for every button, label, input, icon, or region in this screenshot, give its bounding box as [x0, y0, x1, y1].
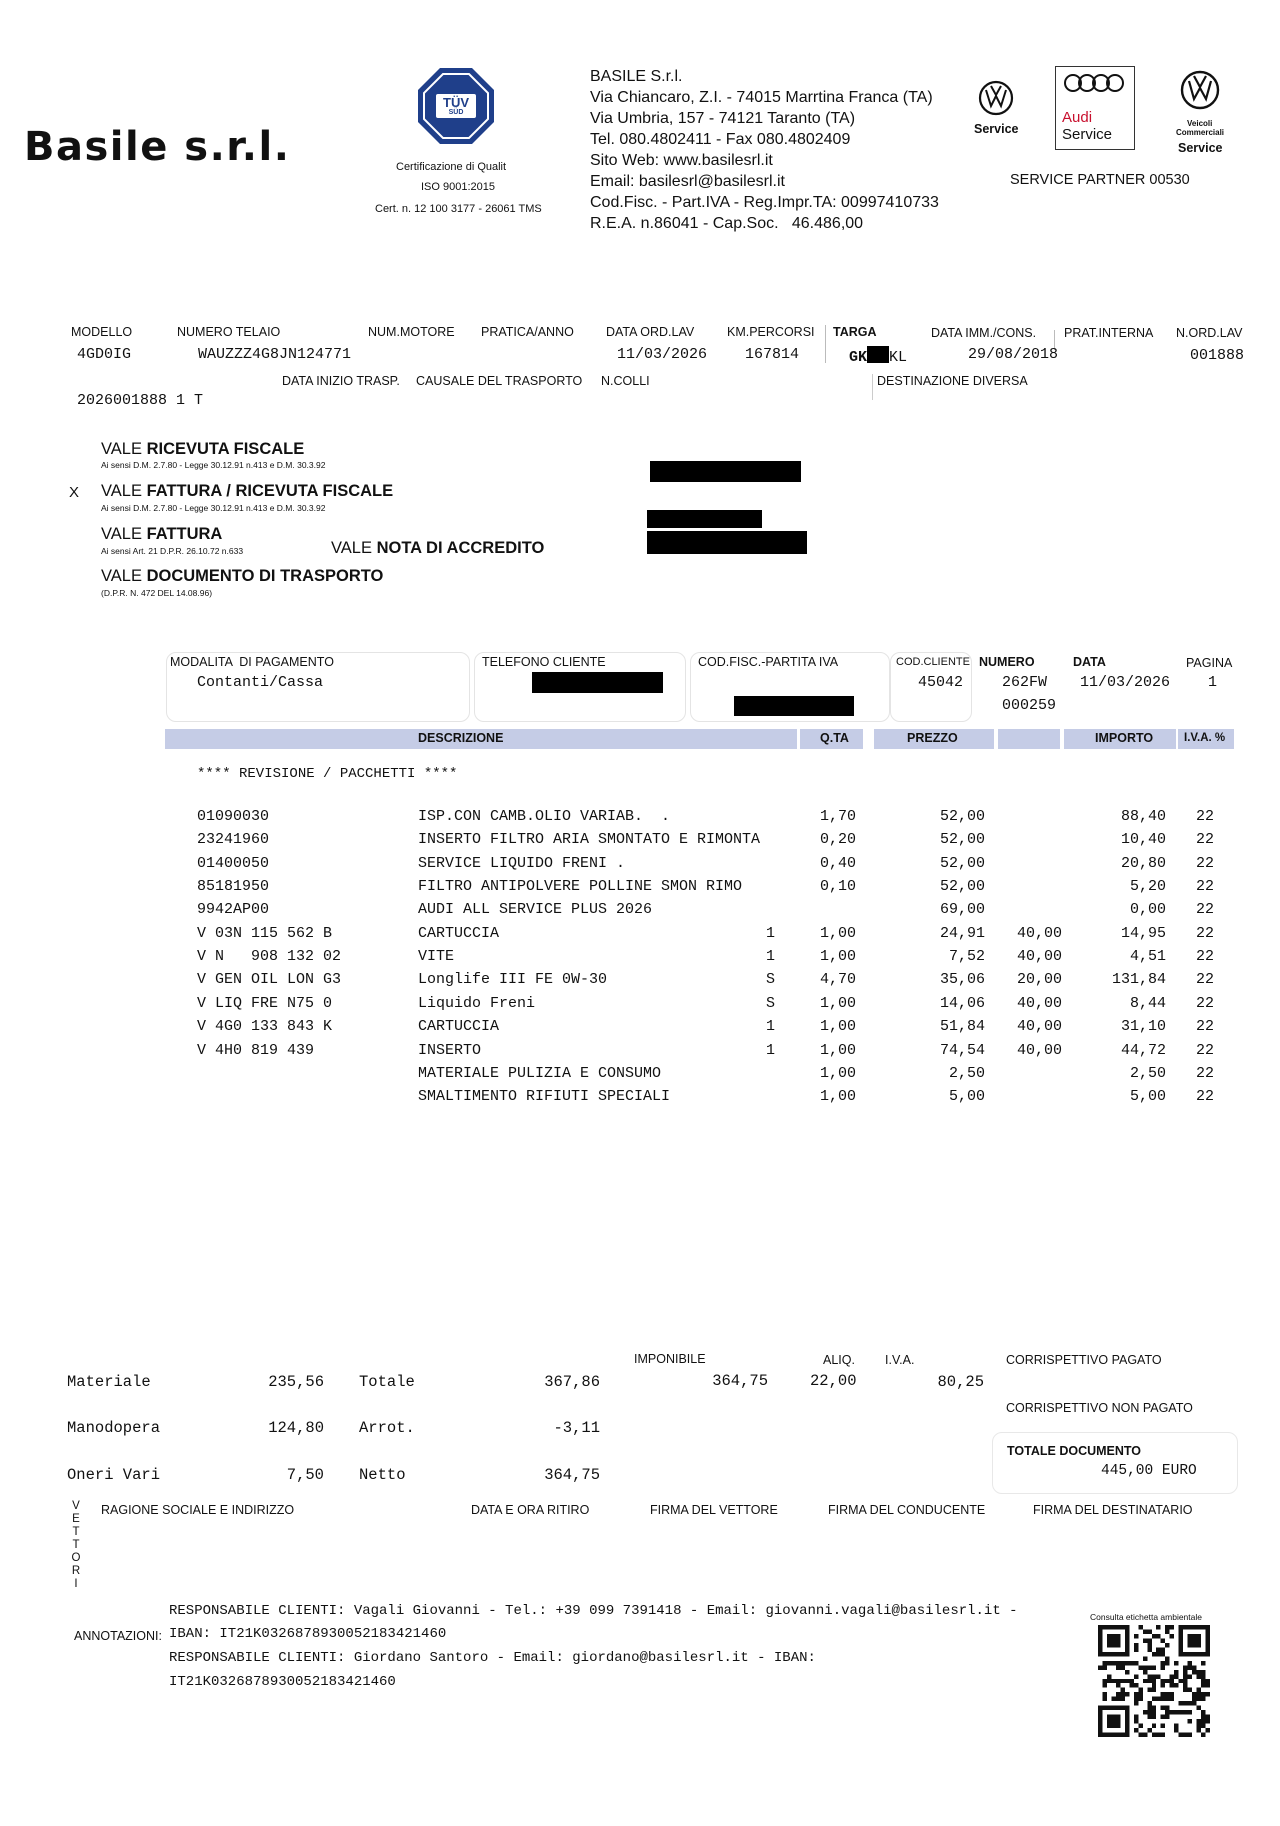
oneri-label: Oneri Vari — [67, 1466, 161, 1484]
row-description: CARTUCCIA — [418, 924, 500, 942]
note-line2: IBAN: IT21K0326878930052183421460 — [169, 1626, 447, 1642]
row-importo: 14,95 — [1120, 924, 1166, 942]
value-pagamento: Contanti/Cassa — [197, 674, 324, 691]
data-ritiro-label: DATA E ORA RITIRO — [471, 1503, 590, 1517]
row-iva: 22 — [1196, 901, 1215, 919]
cert-line3: Cert. n. 12 100 3177 - 26061 TMS — [375, 203, 542, 215]
row-flag: S — [766, 971, 776, 989]
label-codfisc: COD.FISC.-PARTITA IVA — [698, 655, 839, 669]
row-flag: S — [766, 994, 776, 1012]
arrot-value: -3,11 — [553, 1419, 600, 1437]
row-importo: 88,40 — [1120, 808, 1166, 825]
label-data: DATA — [1073, 655, 1106, 669]
vettori-letter: R — [71, 1565, 81, 1577]
row-importo: 44,72 — [1120, 1041, 1166, 1059]
row-description: Liquido Freni — [418, 994, 536, 1012]
label-numero: NUMERO — [979, 655, 1035, 669]
row-sconto: 20,00 — [1016, 971, 1062, 989]
row-iva: 22 — [1196, 994, 1215, 1012]
row-iva: 22 — [1196, 808, 1215, 825]
row-code: V 03N 115 562 B — [197, 924, 333, 942]
vettori-vertical-label — [70, 1500, 82, 1591]
row-code: 9942AP00 — [197, 901, 270, 919]
row-iva: 22 — [1196, 854, 1215, 872]
row-qta: 1,00 — [819, 1018, 856, 1036]
targa-redaction — [867, 346, 889, 363]
vwc-service-label: Service — [1178, 141, 1223, 155]
row-prezzo: 7,52 — [948, 948, 985, 966]
table-row — [0, 855, 1280, 878]
label-n-ord: N.ORD.LAV — [1176, 326, 1243, 340]
vwc-logo-icon — [1180, 70, 1220, 115]
vale-nota — [331, 539, 544, 558]
manodopera-value: 124,80 — [268, 1419, 324, 1437]
imponibile-label: IMPONIBILE — [634, 1352, 706, 1366]
table-row — [0, 831, 1280, 854]
row-flag: 1 — [766, 1041, 776, 1059]
label-data-ord: DATA ORD.LAV — [606, 325, 695, 339]
row-qta: 1,00 — [819, 924, 856, 942]
table-row — [0, 925, 1280, 948]
row-prezzo: 52,00 — [939, 878, 985, 896]
table-row — [0, 808, 1280, 831]
row-importo: 5,00 — [1129, 1088, 1166, 1106]
row-prezzo: 5,00 — [948, 1088, 985, 1106]
company-address2: Via Umbria, 157 - 74121 Taranto (TA) — [590, 110, 856, 127]
row-importo: 10,40 — [1120, 831, 1166, 849]
label-motore: NUM.MOTORE — [368, 325, 455, 339]
row-iva: 22 — [1196, 924, 1215, 942]
materiale-label: Materiale — [67, 1373, 151, 1391]
row-flag: 1 — [766, 948, 776, 966]
iva-label: I.V.A. — [885, 1353, 915, 1367]
label-telefono: TELEFONO CLIENTE — [482, 655, 606, 669]
row-qta: 0,10 — [819, 878, 856, 896]
section-title: **** REVISIONE / PACCHETTI **** — [197, 766, 458, 782]
tuv-text: TÜV — [443, 95, 469, 110]
row-sconto: 40,00 — [1016, 1018, 1062, 1036]
row-importo: 20,80 — [1120, 854, 1166, 872]
row-code: V 4H0 819 439 — [197, 1041, 315, 1059]
vettori-letter: E — [72, 1513, 80, 1525]
vale-fattura-title: FATTURA — [146, 525, 223, 543]
label-targa: TARGA — [833, 325, 877, 339]
row-code: V N 908 132 02 — [197, 948, 342, 966]
row-iva: 22 — [1196, 971, 1215, 989]
row-sconto: 40,00 — [1016, 924, 1062, 942]
row-prezzo: 24,91 — [939, 924, 985, 942]
row-prezzo: 51,84 — [939, 1018, 985, 1036]
aliq-label: ALIQ. — [823, 1353, 855, 1367]
totale-documento-amount: 445,00 — [1101, 1463, 1154, 1479]
table-row — [0, 1088, 1280, 1111]
value-modello: 4GD0IG — [77, 346, 132, 363]
vale-ddt-sub: (D.P.R. N. 472 DEL 14.08.96) — [101, 588, 213, 598]
row-description: CARTUCCIA — [418, 1018, 500, 1036]
company-email: Email: basilesrl@basilesrl.it — [590, 173, 785, 190]
manodopera-label: Manodopera — [67, 1419, 161, 1437]
vale-ddt — [101, 567, 383, 586]
company-fiscal: Cod.Fisc. - Part.IVA - Reg.Impr.TA: 00997410733 — [590, 194, 939, 211]
company-rea: R.E.A. n.86041 - Cap.Soc. 46.486,00 — [590, 215, 864, 232]
label-telaio: NUMERO TELAIO — [177, 325, 281, 339]
vettori-letter: V — [72, 1500, 80, 1512]
row-iva: 22 — [1196, 1041, 1215, 1059]
targa-end: KL — [889, 349, 908, 366]
label-colli: N.COLLI — [601, 374, 650, 388]
row-description: SMALTIMENTO RIFIUTI SPECIALI — [418, 1088, 671, 1106]
table-row — [0, 1065, 1280, 1088]
header-importo: IMPORTO — [1095, 731, 1154, 745]
row-importo: 2,50 — [1129, 1064, 1166, 1082]
value-km: 167814 — [745, 346, 800, 363]
value-data-ord: 11/03/2026 — [617, 346, 708, 363]
value-n-ord: 001888 — [1190, 347, 1245, 364]
company-phone: Tel. 080.4802411 - Fax 080.4802409 — [590, 131, 851, 148]
row-iva: 22 — [1196, 831, 1215, 849]
row-qta: 4,70 — [819, 971, 856, 989]
row-code: 23241960 — [197, 831, 270, 849]
vale-fattura-ricevuta — [101, 482, 393, 501]
row-prezzo: 52,00 — [939, 831, 985, 849]
row-sconto: 40,00 — [1016, 1041, 1062, 1059]
label-destinazione: DESTINAZIONE DIVERSA — [877, 374, 1028, 388]
vale-fattura-sub: Ai sensi Art. 21 D.P.R. 26.10.72 n.633 — [101, 546, 244, 556]
aliq-value: 22,00 — [810, 1372, 857, 1390]
vale-fattura-ricevuta-title: FATTURA / RICEVUTA FISCALE — [146, 482, 394, 500]
value-cod-cliente: 45042 — [918, 674, 964, 691]
table-row — [0, 971, 1280, 994]
header-iva: I.V.A. % — [1184, 732, 1226, 744]
row-iva: 22 — [1196, 948, 1215, 966]
vale-ricevuta-sub: Ai sensi D.M. 2.7.80 - Legge 30.12.91 n.413 e D.M. 30.3.92 — [101, 460, 326, 470]
redaction-1 — [650, 461, 801, 482]
row-qta: 1,00 — [819, 1088, 856, 1106]
row-prezzo: 74,54 — [939, 1041, 985, 1059]
corrispettivo-non-pagato-label: CORRISPETTIVO NON PAGATO — [1006, 1401, 1193, 1415]
label-modello: MODELLO — [71, 325, 133, 339]
table-row — [0, 995, 1280, 1018]
row-importo: 0,00 — [1129, 901, 1166, 919]
table-row — [0, 1042, 1280, 1065]
row-description: SERVICE LIQUIDO FRENI . — [418, 854, 626, 872]
row-importo: 4,51 — [1129, 948, 1166, 966]
row-description: Longlife III FE 0W-30 — [418, 971, 608, 989]
vale-fattura — [101, 525, 222, 544]
value-data: 11/03/2026 — [1080, 674, 1171, 691]
vale-prefix: VALE — [101, 525, 147, 543]
redaction-2 — [647, 510, 762, 528]
vettori-letter: T — [72, 1526, 80, 1538]
totale-documento-value — [1101, 1463, 1197, 1479]
row-importo: 31,10 — [1120, 1018, 1166, 1036]
label-pagamento: MODALITA DI PAGAMENTO — [170, 655, 334, 669]
vale-prefix: VALE — [101, 567, 147, 585]
table-row — [0, 948, 1280, 971]
targa-start: GK — [849, 349, 868, 366]
row-prezzo: 2,50 — [948, 1064, 985, 1082]
row-code: 01400050 — [197, 854, 270, 872]
vettori-letter: T — [72, 1539, 80, 1551]
row-description: VITE — [418, 948, 455, 966]
totale-value: 367,86 — [544, 1373, 600, 1391]
oneri-value: 7,50 — [286, 1466, 324, 1484]
firma-conducente-label: FIRMA DEL CONDUCENTE — [828, 1503, 986, 1517]
vwc-line2: Commerciali — [1176, 128, 1225, 137]
row-qta: 0,40 — [819, 854, 856, 872]
row-flag: 1 — [766, 1018, 776, 1036]
company-address1: Via Chiancaro, Z.I. - 74015 Marrtina Franca (TA) — [590, 89, 933, 106]
table-row — [0, 1018, 1280, 1041]
row-description: INSERTO — [418, 1041, 482, 1059]
row-qta: 1,00 — [819, 948, 856, 966]
row-prezzo: 14,06 — [939, 994, 985, 1012]
redaction-codfisc — [734, 696, 854, 716]
table-row — [0, 901, 1280, 924]
netto-value: 364,75 — [544, 1466, 600, 1484]
tuv-logo-icon — [416, 66, 496, 146]
table-row — [0, 878, 1280, 901]
note-line4: IT21K0326878930052183421460 — [169, 1674, 396, 1690]
vale-nota-title: NOTA DI ACCREDITO — [376, 539, 545, 557]
vw-logo-icon — [978, 80, 1014, 121]
redaction-3 — [647, 531, 807, 554]
totale-documento-label: TOTALE DOCUMENTO — [1007, 1444, 1142, 1458]
vale-ricevuta — [101, 440, 304, 459]
annotazioni-label: ANNOTAZIONI: — [74, 1629, 162, 1643]
row-code: 01090030 — [197, 808, 270, 825]
sud-text: SÜD — [448, 109, 464, 116]
row-code: V LIQ FRE N75 0 — [197, 994, 333, 1012]
audi-name: Audi — [1062, 109, 1093, 126]
audi-rings-icon — [1061, 73, 1129, 98]
row-iva: 22 — [1196, 1018, 1215, 1036]
row-sconto: 40,00 — [1016, 994, 1062, 1012]
corrispettivo-pagato-label: CORRISPETTIVO PAGATO — [1006, 1353, 1162, 1367]
audi-service-badge — [1055, 66, 1135, 150]
audi-service-label: Service — [1062, 126, 1113, 143]
label-causale: CAUSALE DEL TRASPORTO — [416, 374, 583, 388]
row-importo: 5,20 — [1129, 878, 1166, 896]
netto-label: Netto — [359, 1466, 406, 1484]
row-code: V GEN OIL LON G3 — [197, 971, 342, 989]
qr-code-icon — [1098, 1625, 1210, 1742]
row-importo: 8,44 — [1129, 994, 1166, 1012]
row-code: V 4G0 133 843 K — [197, 1018, 333, 1036]
row-description: MATERIALE PULIZIA E CONSUMO — [418, 1064, 662, 1082]
vale-prefix: VALE — [101, 482, 147, 500]
value-numero1: 262FW — [1002, 674, 1048, 691]
label-pagina: PAGINA — [1186, 656, 1233, 670]
row-code: 85181950 — [197, 878, 270, 896]
value-data-imm: 29/08/2018 — [968, 346, 1059, 363]
header-prezzo: PREZZO — [907, 731, 958, 745]
totale-documento-currency: EURO — [1161, 1463, 1197, 1479]
row-sconto: 40,00 — [1016, 948, 1062, 966]
vettori-letter: I — [74, 1578, 78, 1590]
row-prezzo: 35,06 — [939, 971, 985, 989]
row-qta: 1,00 — [819, 1064, 856, 1082]
note-line1: RESPONSABILE CLIENTI: Vagali Giovanni - Tel.: +39 099 7391418 - Email: giovanni.vagali@basilesrl.it - — [169, 1603, 1018, 1619]
value-targa — [849, 346, 907, 366]
row-description: FILTRO ANTIPOLVERE POLLINE SMON RIMO — [418, 878, 743, 896]
firma-vettore-label: FIRMA DEL VETTORE — [650, 1503, 778, 1517]
vw-service-label: Service — [974, 122, 1019, 136]
row-description: INSERTO FILTRO ARIA SMONTATO E RIMONTA — [418, 831, 761, 849]
table-header-bar-sconto — [998, 729, 1060, 749]
row-iva: 22 — [1196, 1064, 1215, 1082]
row-qta: 1,70 — [819, 808, 856, 825]
vale-fattura-ricevuta-sub: Ai sensi D.M. 2.7.80 - Legge 30.12.91 n.413 e D.M. 30.3.92 — [101, 503, 326, 513]
row-iva: 22 — [1196, 1088, 1215, 1106]
label-data-imm: DATA IMM./CONS. — [931, 326, 1037, 340]
vale-ddt-title: DOCUMENTO DI TRASPORTO — [146, 567, 384, 585]
label-pratica: PRATICA/ANNO — [481, 325, 574, 339]
row-prezzo: 69,00 — [939, 901, 985, 919]
label-inizio-trasp: DATA INIZIO TRASP. — [282, 374, 400, 388]
company-name: BASILE S.r.l. — [590, 68, 683, 85]
company-web: Sito Web: www.basilesrl.it — [590, 152, 773, 169]
totale-label: Totale — [359, 1373, 415, 1391]
value-telaio: WAUZZZ4G8JN124771 — [198, 346, 352, 363]
header-qta: Q.TA — [820, 731, 849, 745]
vettori-letter: O — [71, 1552, 81, 1564]
cert-line1: Certificazione di Qualit — [396, 161, 507, 173]
cert-line2: ISO 9001:2015 — [421, 181, 496, 193]
row-prezzo: 52,00 — [939, 854, 985, 872]
qr-caption: Consulta etichetta ambientale — [1090, 1612, 1202, 1622]
row-prezzo: 52,00 — [939, 808, 985, 825]
document-ref: 2026001888 1 T — [77, 392, 204, 409]
row-flag: 1 — [766, 924, 776, 942]
row-qta: 1,00 — [819, 994, 856, 1012]
header-descrizione: DESCRIZIONE — [418, 731, 504, 745]
materiale-value: 235,56 — [268, 1373, 324, 1391]
row-iva: 22 — [1196, 878, 1215, 896]
row-qta: 0,20 — [819, 831, 856, 849]
row-description: ISP.CON CAMB.OLIO VARIAB. . — [418, 808, 671, 825]
label-km: KM.PERCORSI — [727, 325, 815, 339]
row-description: AUDI ALL SERVICE PLUS 2026 — [418, 901, 653, 919]
vale-selected-mark: X — [69, 484, 80, 501]
brand-name: Basile s.r.l. — [24, 124, 291, 170]
note-line3: RESPONSABILE CLIENTI: Giordano Santoro - Email: giordano@basilesrl.it - IBAN: — [169, 1650, 816, 1666]
value-pagina: 1 — [1208, 674, 1218, 691]
arrot-label: Arrot. — [359, 1419, 415, 1437]
redaction-telefono — [532, 672, 663, 693]
row-importo: 131,84 — [1111, 971, 1166, 989]
vale-ricevuta-title: RICEVUTA FISCALE — [146, 440, 305, 458]
row-qta: 1,00 — [819, 1041, 856, 1059]
iva-value: 80,25 — [937, 1373, 984, 1391]
vale-prefix: VALE — [101, 440, 147, 458]
service-partner: SERVICE PARTNER 00530 — [1010, 172, 1190, 188]
label-cod-cliente: COD.CLIENTE — [896, 656, 970, 668]
label-prat-interna: PRAT.INTERNA — [1064, 326, 1154, 340]
imponibile-value: 364,75 — [712, 1372, 768, 1390]
vale-prefix: VALE — [331, 539, 377, 557]
vwc-line1: Veicoli — [1187, 119, 1213, 128]
ragione-sociale-label: RAGIONE SOCIALE E INDIRIZZO — [101, 1503, 295, 1517]
value-numero2: 000259 — [1002, 697, 1057, 714]
firma-destinatario-label: FIRMA DEL DESTINATARIO — [1033, 1503, 1193, 1517]
